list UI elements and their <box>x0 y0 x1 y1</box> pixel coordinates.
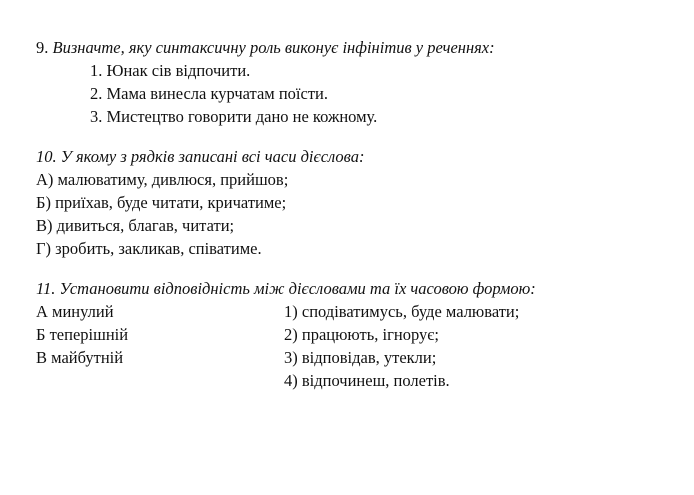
question-10-option-b: Б) приїхав, буде читати, кричатиме; <box>36 193 287 212</box>
question-10-option-c: В) дивиться, благав, читати; <box>36 216 235 235</box>
question-10-title: 10. У якому з рядків записані всі часи дієслова: <box>36 147 365 166</box>
question-9-number: 9. <box>36 38 49 57</box>
question-9-text: Визначте, яку синтаксичну роль виконує інфінітив у реченнях: <box>52 38 495 57</box>
question-11-right-1: 1) сподіватимусь, буде малювати; <box>284 302 520 321</box>
question-11-right-2: 2) працюють, ігнорує; <box>284 325 439 344</box>
question-10-option-a: А) малюватиму, дивлюся, прийшов; <box>36 170 289 189</box>
question-11-left-b: Б теперішній <box>36 325 129 344</box>
question-11-left-c: В майбутній <box>36 348 124 367</box>
question-11-right-3: 3) відповідав, утекли; <box>284 348 437 367</box>
question-11-title: 11. Установити відповідність між дієсловами та їх часовою формою: <box>36 279 536 298</box>
question-9-title <box>36 38 495 58</box>
question-9-item-1: 1. Юнак сів відпочити. <box>90 61 251 80</box>
question-10-option-d: Г) зробить, закликав, співатиме. <box>36 239 262 258</box>
question-11-left-a: А минулий <box>36 302 114 321</box>
question-11-right-4: 4) відпочинеш, полетів. <box>284 371 450 390</box>
question-9-item-2: 2. Мама винесла курчатам поїсти. <box>90 84 328 103</box>
question-9-item-3: 3. Мистецтво говорити дано не кожному. <box>90 107 378 126</box>
